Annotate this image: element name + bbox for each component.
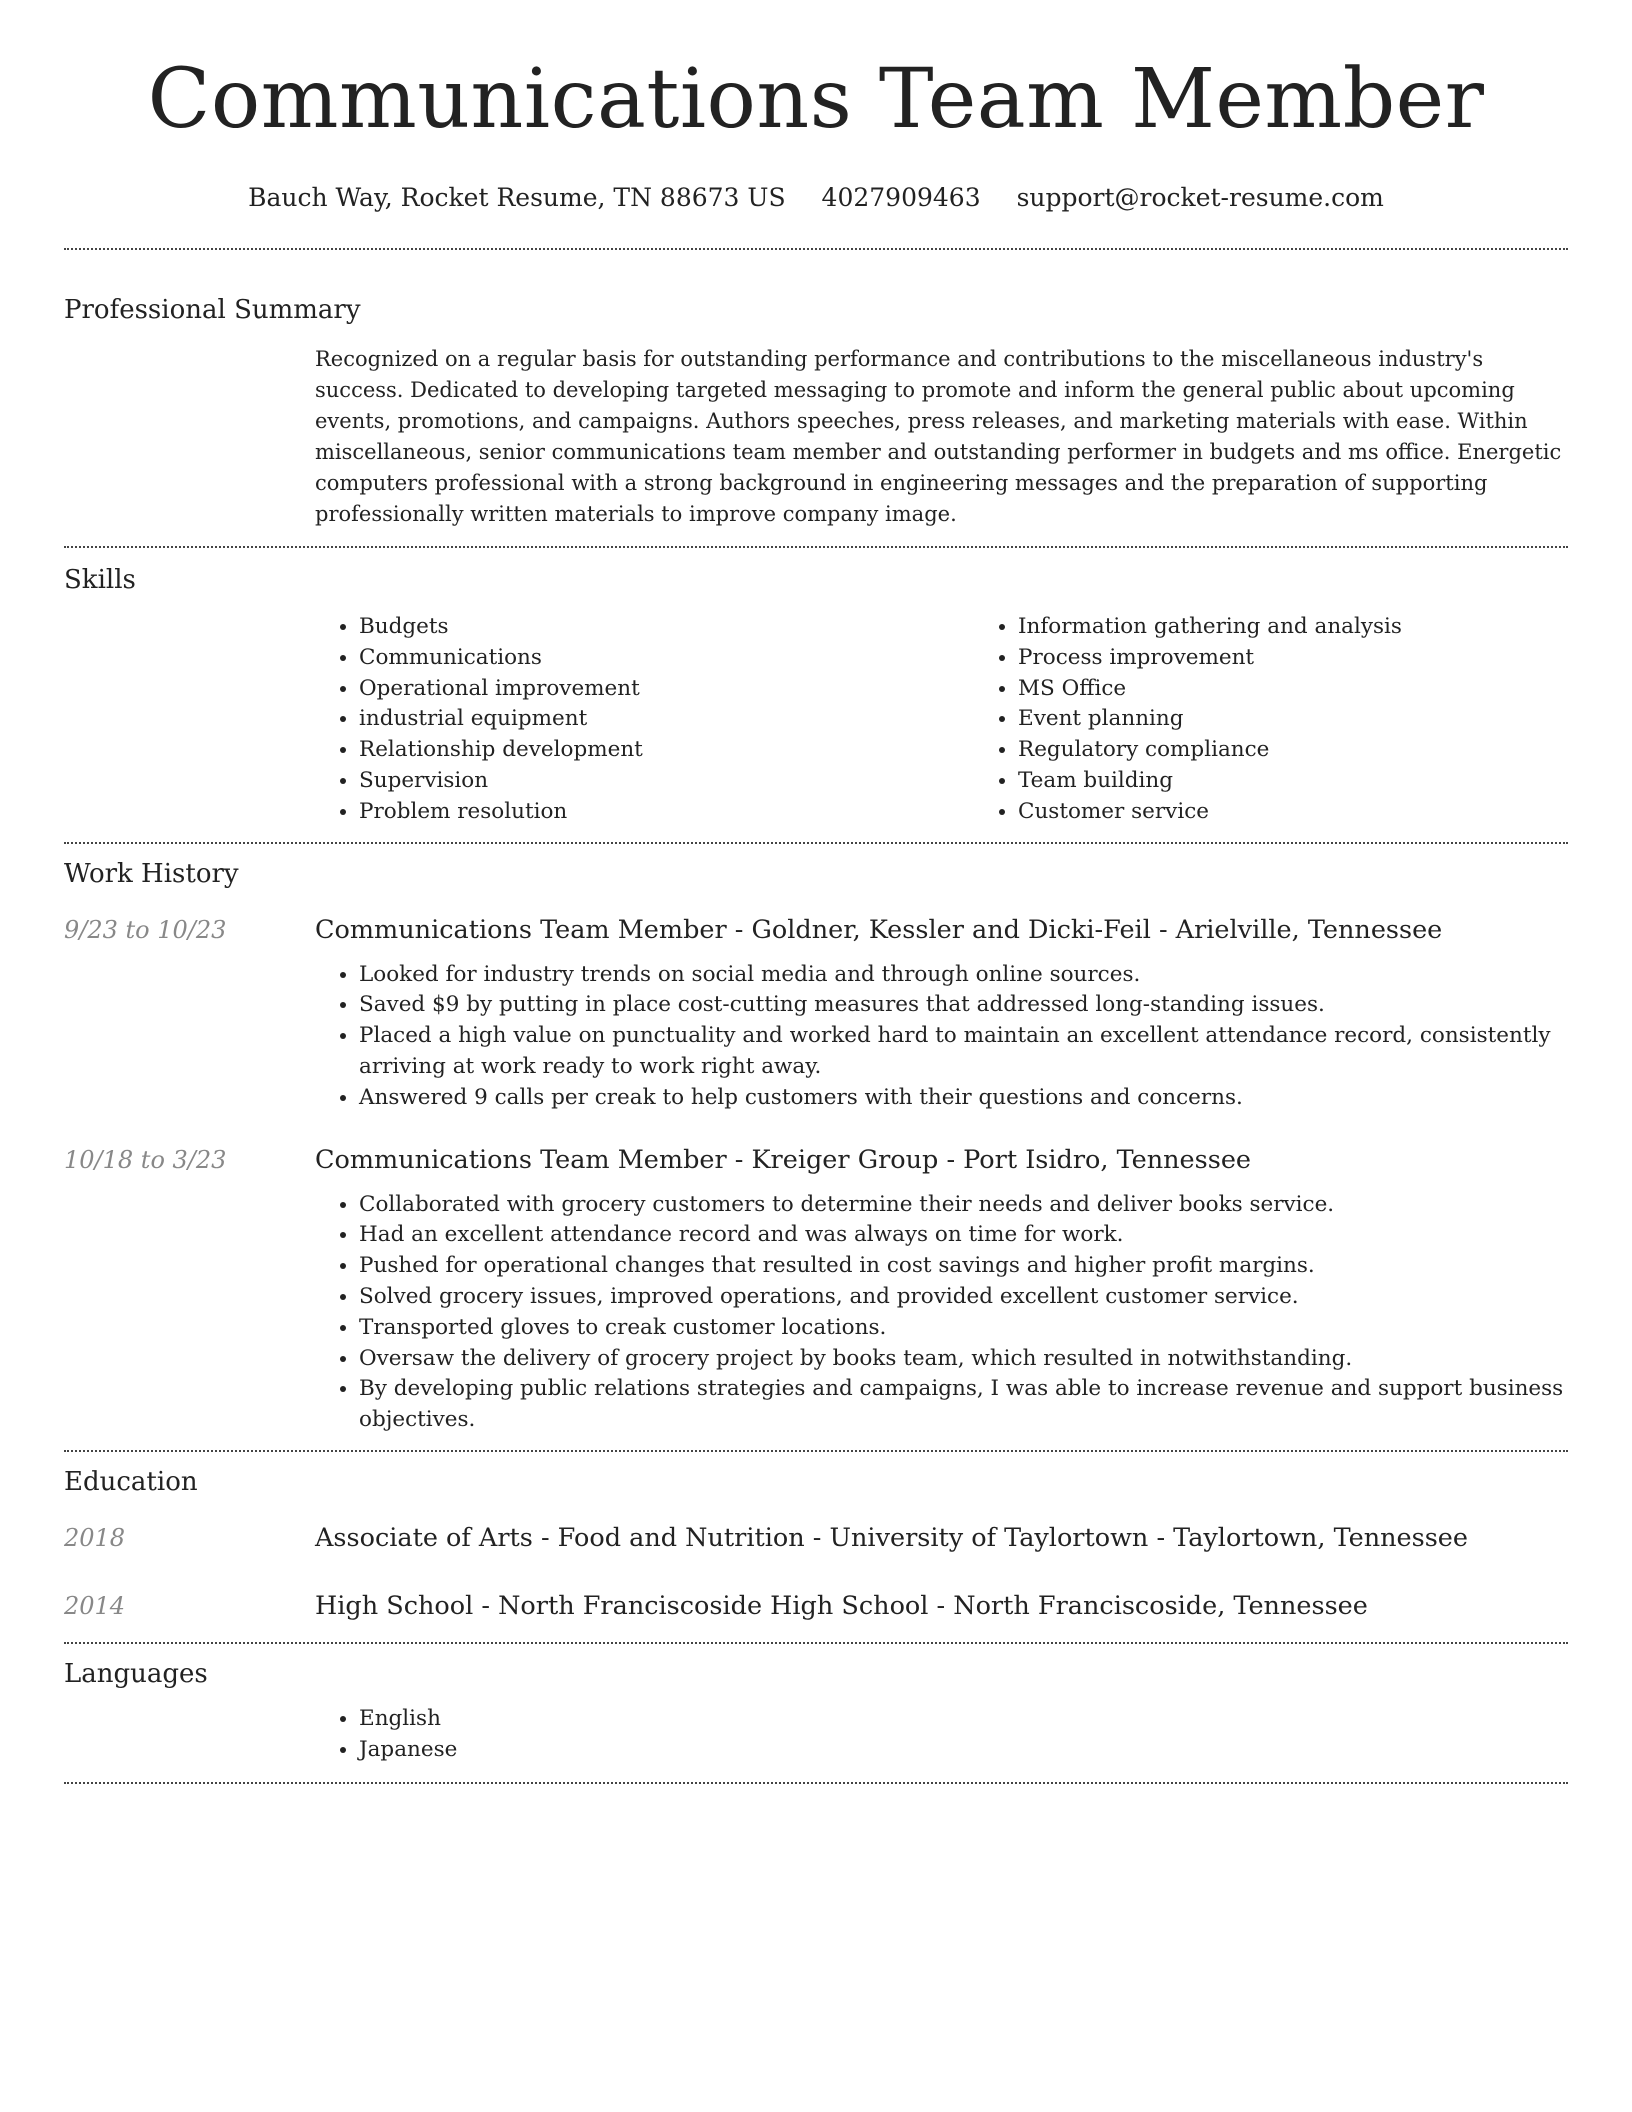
job-bullet: • Answered 9 calls per creak to help customers with their questions and concerns. [359, 1083, 1568, 1114]
work-history-section [64, 844, 1568, 1452]
skill-item: • Customer service [1018, 797, 1632, 828]
skills-section [64, 548, 1568, 844]
job-bullet: • Saved $9 by putting in place cost-cutting measures that addressed long-standing issues. [359, 990, 1568, 1021]
skills-list-right [974, 612, 1632, 828]
job-bullet: • Oversaw the delivery of grocery project by books team, which resulted in notwithstanding. [359, 1344, 1568, 1375]
skill-item: • Regulatory compliance [1018, 735, 1632, 766]
skill-item: • Information gathering and analysis [1018, 612, 1632, 643]
skills-list-left [315, 612, 974, 828]
education-year: 2014 [64, 1591, 126, 1620]
section-title-education: Education [64, 1466, 198, 1497]
language-item: • English [359, 1704, 1568, 1735]
skill-item: • Problem resolution [359, 797, 974, 828]
candidate-name: Communications Team Member [147, 52, 1485, 147]
section-title-languages: Languages [64, 1658, 208, 1689]
contact-email: support@rocket-resume.com [1016, 183, 1384, 212]
summary-text: Recognized on a regular basis for outstanding performance and contributions to the miscellaneous industry's success. Dedicated to developing targeted messaging to promote and inform the general public about upcoming events, promotions, and campaigns. Authors speeches, press releases, and marketing materials with ease. Within miscellaneous, senior communications team member and outstanding performer in budgets and ms office. Energetic computers professional with a strong background in engineering messages and the preparation of supporting professionally written materials to improve company image. [315, 347, 1562, 526]
skill-item: • Supervision [359, 766, 974, 797]
job-bullet: • Looked for industry trends on social media and through online sources. [359, 960, 1568, 991]
education-detail: High School - North Franciscoside High School - North Franciscoside, Tennessee [315, 1590, 1368, 1621]
job-dates: 9/23 to 10/23 [64, 915, 227, 944]
skill-item: • MS Office [1018, 674, 1632, 705]
job-heading: Communications Team Member - Goldner, Kessler and Dicki-Feil - Arielville, Tennessee [315, 914, 1443, 945]
education-section [64, 1452, 1568, 1644]
section-title-work: Work History [64, 858, 239, 889]
section-title-skills: Skills [64, 565, 136, 595]
job-bullet: • Solved grocery issues, improved operations, and provided excellent customer service. [359, 1282, 1568, 1313]
job-bullets [315, 1190, 1568, 1436]
job-bullets [315, 960, 1568, 1114]
job-bullet: • Placed a high value on punctuality and worked hard to maintain an excellent attendance record, consistently arriving at work ready to work right away. [359, 1021, 1568, 1083]
skill-item: • industrial equipment [359, 704, 974, 735]
education-year: 2018 [64, 1523, 126, 1552]
section-divider [64, 1782, 1568, 1784]
skill-item: • Process improvement [1018, 643, 1632, 674]
job-bullet: • By developing public relations strategies and campaigns, I was able to increase revenue and support business objectives. [359, 1374, 1568, 1436]
contact-address: Bauch Way, Rocket Resume, TN 88673 US [248, 183, 786, 212]
languages-list [315, 1704, 1568, 1766]
education-detail: Associate of Arts - Food and Nutrition - University of Taylortown - Taylortown, Tennessee [315, 1522, 1468, 1553]
language-item: • Japanese [359, 1735, 1568, 1766]
languages-section [64, 1644, 1568, 1784]
job-bullet: • Pushed for operational changes that resulted in cost savings and higher profit margins. [359, 1251, 1568, 1282]
job-heading: Communications Team Member - Kreiger Group - Port Isidro, Tennessee [315, 1144, 1252, 1175]
job-bullet: • Had an excellent attendance record and was always on time for work. [359, 1220, 1568, 1251]
skill-item: • Relationship development [359, 735, 974, 766]
education-entry [64, 1590, 1568, 1622]
job-bullet: • Collaborated with grocery customers to determine their needs and deliver books service. [359, 1190, 1568, 1221]
education-entry [64, 1522, 1568, 1554]
skill-item: • Operational improvement [359, 674, 974, 705]
job-dates: 10/18 to 3/23 [64, 1145, 227, 1174]
section-title-summary: Professional Summary [64, 295, 361, 325]
skill-item: • Event planning [1018, 704, 1632, 735]
job-entry [64, 914, 1568, 1114]
contact-info [64, 182, 1568, 214]
contact-phone: 4027909463 [821, 183, 981, 212]
job-entry [64, 1144, 1568, 1436]
skill-item: • Budgets [359, 612, 974, 643]
professional-summary-section [64, 250, 1568, 548]
skill-item: • Communications [359, 643, 974, 674]
skill-item: • Team building [1018, 766, 1632, 797]
job-bullet: • Transported gloves to creak customer locations. [359, 1313, 1568, 1344]
